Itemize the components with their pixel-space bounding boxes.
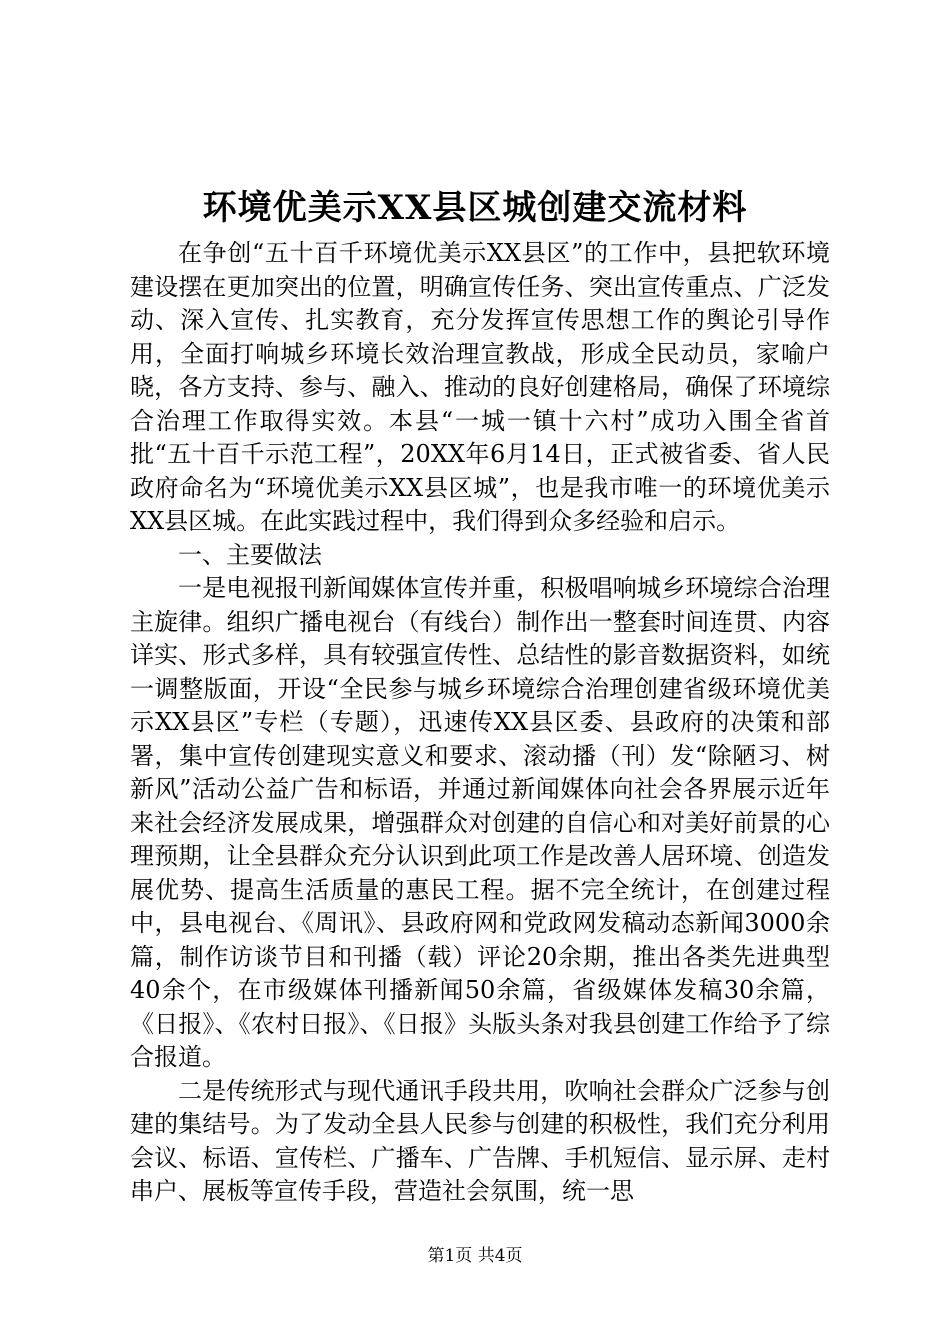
paragraph-media-publicity: 一是电视报刊新闻媒体宣传并重，积极唱响城乡环境综合治理主旋律。组织广播电视台（有线台）制作出一整套时间连贯、内容详实、形式多样，具有较强宣传性、总结性的影音数据资料，如统一调整版面，开设“全民参与城乡环境综合治理创建省级环境优美示XX县区”专栏（专题），迅速传XX县区委、县政府的决策和部署，集中宣传创建现实意义和要求、滚动播（刊）发“除陋习、树新风”活动公益广告和标语，并通过新闻媒体向社会各界展示近年来社会经济发展成果，增强群众对创建的自信心和对美好前景的心理预期，让全县群众充分认识到此项工作是改善人居环境、创造发展优势、提高生活质量的惠民工程。据不完全统计，在创建过程中，县电视台、《周讯》、县政府网和党政网发稿动态新闻3000余篇，制作访谈节目和刊播（载）评论20余期，推出各类先进典型40余个，在市级媒体刊播新闻50余篇，省级媒体发稿30余篇，《日报》、《农村日报》、《日报》头版头条对我县创建工作给予了综合报道。 [130,574,830,1071]
document-body [130,237,830,1209]
paragraph-traditional-modern: 二是传统形式与现代通讯手段共用，吹响社会群众广泛参与创建的集结号。为了发动全县人民参与创建的积极性，我们充分利用会议、标语、宣传栏、广播车、广告牌、手机短信、显示屏、走村串户、展板等宣传手段，营造社会氛围，统一思 [130,1076,830,1205]
paragraph-intro: 在争创“五十百千环境优美示XX县区”的工作中，县把软环境建设摆在更加突出的位置，明确宣传任务、突出宣传重点、广泛发动、深入宣传、扎实教育，充分发挥宣传思想工作的舆论引导作用，全面打响城乡环境长效治理宣教战，形成全民动员，家喻户晓，各方支持、参与、融入、推动的良好创建格局，确保了环境综合治理工作取得实效。本县“一城一镇十六村”成功入围全省首批“五十百千示范工程”，20XX年6月14日，正式被省委、省人民政府命名为“环境优美示XX县区城”，也是我市唯一的环境优美示XX县区城。在此实践过程中，我们得到众多经验和启示。 [130,239,830,535]
page-footer: 第1页 共4页 [427,1246,523,1266]
section-heading-main-practices: 一、主要做法 [178,540,322,569]
document-title: 环境优美示XX县区城创建交流材料 [202,188,748,228]
